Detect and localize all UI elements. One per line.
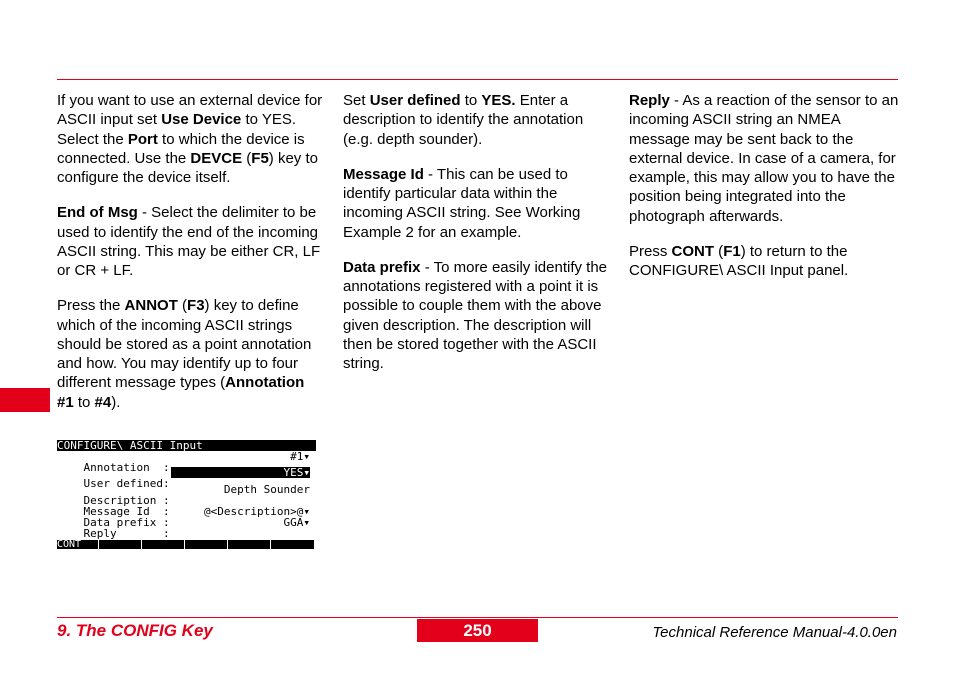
text-column-2 (343, 91, 615, 389)
header-rule (57, 79, 898, 80)
f6-key[interactable] (271, 540, 313, 549)
screen-title: CONFIGURE\ ASCII Input (57, 440, 316, 451)
user-defined-value[interactable]: YES▾ (171, 467, 310, 478)
f5-key[interactable] (228, 540, 271, 549)
annotation-value[interactable]: #1▾ (290, 450, 310, 463)
chapter-title: 9. The CONFIG Key (57, 621, 213, 640)
paragraph-end-of-msg: End of Msg - Select the delimiter to be used to identify the end of the incoming ASCII string. This may be either CR, LF or CR + LF. (57, 204, 321, 280)
text-column-1 (57, 91, 325, 428)
data-prefix-value[interactable]: @<Description>@▾ (204, 505, 310, 518)
description-label: Description : (83, 494, 170, 507)
annotation-label: Annotation : (83, 461, 170, 474)
configure-ascii-input-screen (57, 440, 316, 550)
reply-label: Reply : (83, 527, 170, 540)
chapter-tab-marker (0, 388, 50, 412)
paragraph-press-cont: Press CONT (F1) to return to the CONFIGURE\ ASCII Input panel. (629, 242, 849, 280)
f4-key[interactable] (185, 540, 228, 549)
user-defined-label: User defined: (83, 477, 170, 490)
data-prefix-label: Data prefix : (83, 516, 170, 529)
paragraph-use-device: If you want to use an external device for ASCII input set Use Device to YES. Select the Port to which the device is connected. Use the DEVCE (F5) key to configure the device itself. (57, 92, 323, 187)
footer-rule (57, 617, 898, 618)
message-id-label: Message Id : (83, 505, 170, 518)
f3-key[interactable] (142, 540, 185, 549)
paragraph-annot: Press the ANNOT (F3) key to define which of the incoming ASCII strings should be stored as a point annotation and how. You may identify up to four different message types (Annotation #1 to #4). (57, 297, 312, 411)
f1-cont-key[interactable]: CONT (57, 540, 99, 549)
manual-title: Technical Reference Manual-4.0.0en (652, 624, 897, 641)
function-key-bar (57, 540, 314, 549)
paragraph-user-defined: Set User defined to YES. Enter a description to identify the annotation (e.g. depth sounder). (343, 92, 584, 148)
f2-key[interactable] (99, 540, 142, 549)
text-column-3 (629, 91, 901, 296)
paragraph-data-prefix: Data prefix - To more easily identify the annotations registered with a point it is possible to couple them with the above given description. The description will then be stored together with the ASCII string. (343, 258, 608, 373)
paragraph-message-id: Message Id - This can be used to identify particular data within the incoming ASCII string. See Working Example 2 for an example. (343, 165, 581, 241)
paragraph-reply: Reply - As a reaction of the sensor to an incoming ASCII string an NMEA message may be sent back to the external device. In case of a camera, for example, this may allow you to have the position being integrated into the photograph afterwards. (629, 92, 899, 225)
reply-row[interactable] (57, 516, 316, 540)
description-value[interactable]: Depth Sounder (223, 483, 310, 496)
page-number: 250 (417, 619, 538, 642)
reply-value[interactable]: GGA▾ (283, 516, 310, 529)
